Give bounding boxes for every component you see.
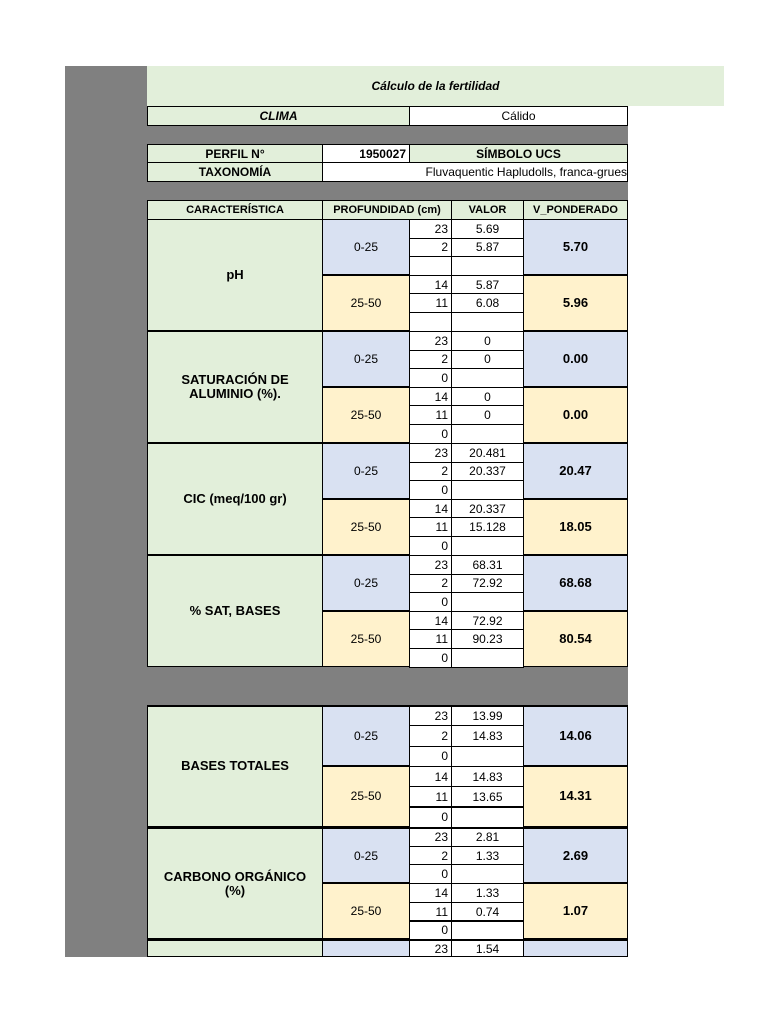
weight-al-d2-0[interactable]: 14 [409, 387, 452, 407]
sheet-gutter [65, 66, 147, 957]
depth-next [322, 939, 410, 957]
weight-bases-d2-1[interactable]: 11 [409, 786, 452, 807]
clima-label: CLIMA [147, 106, 410, 126]
weighted-co-d2: 1.07 [523, 883, 628, 939]
depth-cic-d2: 25-50 [322, 499, 410, 555]
value-next-0[interactable]: 1.54 [451, 939, 524, 957]
weighted-sat-d2: 80.54 [523, 611, 628, 667]
weight-bases-d2-2[interactable]: 0 [409, 807, 452, 828]
value-al-d2-0[interactable]: 0 [451, 387, 524, 407]
weight-co-d2-0[interactable]: 14 [409, 883, 452, 903]
value-cic-d1-0[interactable]: 20.481 [451, 443, 524, 463]
weight-al-d2-2[interactable]: 0 [409, 424, 452, 444]
perfil-label: PERFIL N° [147, 144, 323, 163]
value-bases-d1-1[interactable]: 14.83 [451, 725, 524, 746]
weighted-al-d1: 0.00 [523, 331, 628, 387]
weight-next-0[interactable]: 23 [409, 939, 452, 957]
weight-ph-d2-2[interactable] [409, 312, 452, 332]
value-ph-d2-1[interactable]: 6.08 [451, 293, 524, 313]
value-ph-d1-1[interactable]: 5.87 [451, 238, 524, 258]
header-ponderado: V_PONDERADO [523, 200, 628, 220]
depth-ph-d2: 25-50 [322, 275, 410, 331]
weight-bases-d2-0[interactable]: 14 [409, 766, 452, 787]
weighted-ph-d1: 5.70 [523, 219, 628, 275]
value-sat-d1-1[interactable]: 72.92 [451, 574, 524, 594]
value-al-d2-2[interactable] [451, 424, 524, 444]
value-co-d1-0[interactable]: 2.81 [451, 827, 524, 847]
weight-ph-d2-0[interactable]: 14 [409, 275, 452, 295]
weight-co-d2-2[interactable]: 0 [409, 921, 452, 941]
gray-gap-3 [147, 666, 628, 705]
depth-cic-d1: 0-25 [322, 443, 410, 499]
depth-sat-d1: 0-25 [322, 555, 410, 611]
value-al-d2-1[interactable]: 0 [451, 405, 524, 425]
header-profundidad: PROFUNDIDAD (cm) [322, 200, 452, 220]
simbolo-ucs-label: SÍMBOLO UCS [409, 144, 628, 163]
weight-cic-d2-1[interactable]: 11 [409, 517, 452, 537]
value-co-d1-1[interactable]: 1.33 [451, 846, 524, 866]
weight-ph-d2-1[interactable]: 11 [409, 293, 452, 313]
value-sat-d1-2[interactable] [451, 592, 524, 612]
weight-cic-d1-1[interactable]: 2 [409, 462, 452, 482]
value-cic-d2-0[interactable]: 20.337 [451, 499, 524, 519]
depth-al-d2: 25-50 [322, 387, 410, 443]
header-caracteristica: CARACTERÍSTICA [147, 200, 323, 220]
weight-co-d1-2[interactable]: 0 [409, 864, 452, 884]
value-al-d1-0[interactable]: 0 [451, 331, 524, 351]
weight-ph-d1-1[interactable]: 2 [409, 238, 452, 258]
row-label-sat: % SAT, BASES [147, 555, 323, 667]
value-bases-d1-2[interactable] [451, 746, 524, 767]
weight-al-d1-1[interactable]: 2 [409, 350, 452, 370]
value-sat-d1-0[interactable]: 68.31 [451, 555, 524, 575]
value-ph-d1-0[interactable]: 5.69 [451, 219, 524, 239]
weighted-sat-d1: 68.68 [523, 555, 628, 611]
value-ph-d2-2[interactable] [451, 312, 524, 332]
depth-sat-d2: 25-50 [322, 611, 410, 667]
row-label-bases: BASES TOTALES [147, 705, 323, 827]
weight-sat-d1-2[interactable]: 0 [409, 592, 452, 612]
weight-al-d1-0[interactable]: 23 [409, 331, 452, 351]
weighted-cic-d2: 18.05 [523, 499, 628, 555]
depth-co-d1: 0-25 [322, 827, 410, 883]
value-sat-d2-2[interactable] [451, 648, 524, 668]
row-label-next [147, 939, 323, 957]
weighted-bases-d1: 14.06 [523, 705, 628, 766]
weighted-cic-d1: 20.47 [523, 443, 628, 499]
value-bases-d2-2[interactable] [451, 807, 524, 828]
weight-ph-d1-0[interactable]: 23 [409, 219, 452, 239]
perfil-value[interactable]: 1950027 [322, 144, 410, 163]
weight-al-d1-2[interactable]: 0 [409, 368, 452, 388]
depth-bases-d1: 0-25 [322, 705, 410, 766]
weight-bases-d1-0[interactable]: 23 [409, 705, 452, 726]
depth-al-d1: 0-25 [322, 331, 410, 387]
value-bases-d2-1[interactable]: 13.65 [451, 786, 524, 807]
weight-cic-d1-2[interactable]: 0 [409, 480, 452, 500]
weighted-al-d2: 0.00 [523, 387, 628, 443]
row-label-co: CARBONO ORGÁNICO (%) [147, 827, 323, 939]
value-al-d1-1[interactable]: 0 [451, 350, 524, 370]
sheet-title: Cálculo de la fertilidad [147, 66, 724, 106]
depth-ph-d1: 0-25 [322, 219, 410, 275]
header-valor: VALOR [451, 200, 524, 220]
taxonomia-label: TAXONOMÍA [147, 162, 323, 182]
weight-co-d2-1[interactable]: 11 [409, 902, 452, 922]
value-cic-d1-1[interactable]: 20.337 [451, 462, 524, 482]
weight-co-d1-0[interactable]: 23 [409, 827, 452, 847]
weight-al-d2-1[interactable]: 11 [409, 405, 452, 425]
weight-bases-d1-2[interactable]: 0 [409, 746, 452, 767]
weight-ph-d1-2[interactable] [409, 256, 452, 276]
value-co-d1-2[interactable] [451, 864, 524, 884]
value-cic-d2-2[interactable] [451, 536, 524, 556]
row-label-cic: CIC (meq/100 gr) [147, 443, 323, 555]
weight-co-d1-1[interactable]: 2 [409, 846, 452, 866]
weighted-co-d1: 2.69 [523, 827, 628, 883]
clima-value[interactable]: Cálido [409, 106, 628, 126]
weight-cic-d2-0[interactable]: 14 [409, 499, 452, 519]
row-label-ph: pH [147, 219, 323, 331]
weight-sat-d1-1[interactable]: 2 [409, 574, 452, 594]
row-label-al: SATURACIÓN DE ALUMINIO (%). [147, 331, 323, 443]
weighted-next [523, 939, 628, 957]
depth-bases-d2: 25-50 [322, 766, 410, 827]
weight-cic-d1-0[interactable]: 23 [409, 443, 452, 463]
value-bases-d2-0[interactable]: 14.83 [451, 766, 524, 787]
value-co-d2-2[interactable] [451, 921, 524, 941]
value-ph-d2-0[interactable]: 5.87 [451, 275, 524, 295]
value-sat-d2-1[interactable]: 90.23 [451, 629, 524, 649]
value-co-d2-1[interactable]: 0.74 [451, 902, 524, 922]
value-al-d1-2[interactable] [451, 368, 524, 388]
taxonomia-text: Fluvaquentic Hapludolls, franca-grues [425, 165, 627, 179]
value-co-d2-0[interactable]: 1.33 [451, 883, 524, 903]
weighted-bases-d2: 14.31 [523, 766, 628, 827]
value-cic-d1-2[interactable] [451, 480, 524, 500]
value-bases-d1-0[interactable]: 13.99 [451, 705, 524, 726]
weight-sat-d2-1[interactable]: 11 [409, 629, 452, 649]
value-cic-d2-1[interactable]: 15.128 [451, 517, 524, 537]
weighted-ph-d2: 5.96 [523, 275, 628, 331]
weight-cic-d2-2[interactable]: 0 [409, 536, 452, 556]
weight-sat-d2-0[interactable]: 14 [409, 611, 452, 631]
weight-sat-d1-0[interactable]: 23 [409, 555, 452, 575]
depth-co-d2: 25-50 [322, 883, 410, 939]
weight-bases-d1-1[interactable]: 2 [409, 725, 452, 746]
value-sat-d2-0[interactable]: 72.92 [451, 611, 524, 631]
value-ph-d1-2[interactable] [451, 256, 524, 276]
gray-gap-1 [147, 126, 628, 144]
gray-gap-2 [147, 182, 628, 200]
weight-sat-d2-2[interactable]: 0 [409, 648, 452, 668]
taxonomia-value[interactable] [322, 162, 628, 182]
